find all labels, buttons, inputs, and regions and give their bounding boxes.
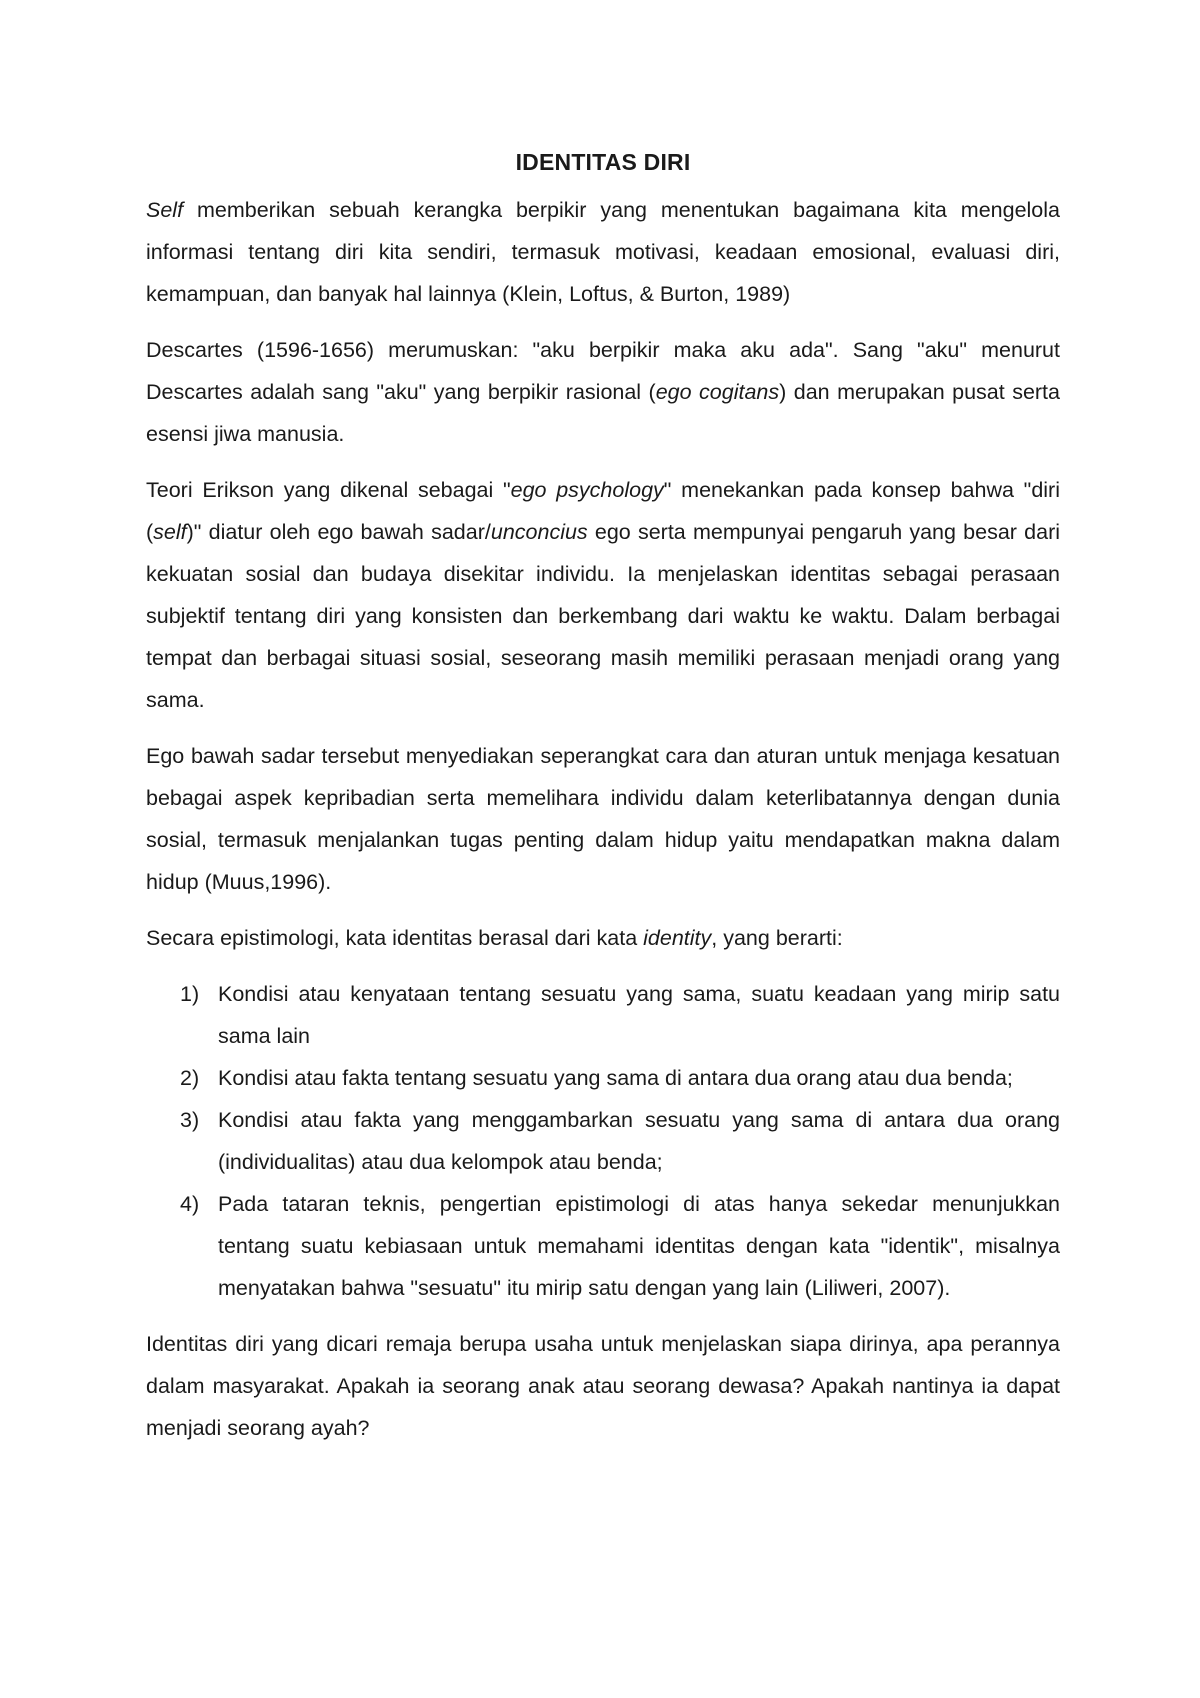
paragraph-segment: ) dan merupakan pusat serta esensi jiwa manusia. bbox=[146, 380, 1060, 446]
paragraph-epistimologi bbox=[146, 917, 1060, 959]
document-page bbox=[146, 146, 1060, 1463]
list-item-text: Kondisi atau kenyataan tentang sesuatu yang sama, suatu keadaan yang mirip satu sama lain bbox=[218, 982, 1060, 1048]
paragraph-segment: self bbox=[153, 520, 187, 544]
paragraph-segment: )" diatur oleh ego bawah sadar/ bbox=[186, 520, 491, 544]
paragraph-descartes bbox=[146, 329, 1060, 455]
paragraph-segment: Descartes (1596-1656) merumuskan: "aku berpikir maka aku ada". Sang "aku" menurut Descartes adalah sang "aku" yang berpikir rasional ( bbox=[146, 338, 1060, 404]
paragraph-segment: memberikan sebuah kerangka berpikir yang menentukan bagaimana kita mengelola informasi tentang diri kita sendiri, termasuk motivasi, keadaan emosional, evaluasi diri, kemampuan, dan banyak hal lainnya (Klein, Loftus, & Burton, 1989) bbox=[146, 198, 1060, 306]
list-item-number: 1) bbox=[180, 982, 200, 1006]
list-item-number: 3) bbox=[180, 1108, 200, 1132]
paragraph-segment: Teori Erikson yang dikenal sebagai " bbox=[146, 478, 511, 502]
definition-list bbox=[146, 973, 1060, 1309]
list-item bbox=[146, 1057, 1060, 1099]
paragraph-segment: identity bbox=[643, 926, 712, 950]
document-title: IDENTITAS DIRI bbox=[515, 149, 691, 175]
list-item-text: Kondisi atau fakta yang menggambarkan sesuatu yang sama di antara dua orang (individualitas) atau dua kelompok atau benda; bbox=[218, 1108, 1060, 1174]
paragraph-segment: , yang berarti: bbox=[711, 926, 843, 950]
list-item-number: 2) bbox=[180, 1066, 200, 1090]
list-item-text: Pada tataran teknis, pengertian epistimologi di atas hanya sekedar menunjukkan tentang suatu kebiasaan untuk memahami identitas dengan kata "identik", misalnya menyatakan bahwa "sesuatu" itu mirip satu dengan yang lain (Liliweri, 2007). bbox=[218, 1192, 1060, 1300]
paragraph-segment: Self bbox=[146, 198, 184, 222]
paragraph-segment: Ego bawah sadar tersebut menyediakan seperangkat cara dan aturan untuk menjaga kesatuan bebagai aspek kepribadian serta memelihara individu dalam keterlibatannya dengan dunia sosial, termasuk menjalankan tugas penting dalam hidup yaitu mendapatkan makna dalam hidup (Muus,1996). bbox=[146, 744, 1060, 894]
paragraph-segment: ego psychology bbox=[510, 478, 664, 502]
paragraph-segment: unconcius bbox=[490, 520, 588, 544]
paragraph-erikson bbox=[146, 469, 1060, 721]
paragraph-segment: ego serta mempunyai pengaruh yang besar dari kekuatan sosial dan budaya disekitar individu. Ia menjelaskan identitas sebagai perasaan subjektif tentang diri yang konsisten dan berkembang dari waktu ke waktu. Dalam berbagai tempat dan berbagai situasi sosial, seseorang masih memiliki perasaan menjadi orang yang sama. bbox=[146, 520, 1061, 712]
list-item-text: Kondisi atau fakta tentang sesuatu yang sama di antara dua orang atau dua benda; bbox=[218, 1066, 1013, 1090]
paragraph-self bbox=[146, 189, 1060, 315]
list-item bbox=[146, 973, 1060, 1057]
paragraph-ego bbox=[146, 735, 1060, 903]
paragraph-segment: " menekankan pada konsep bahwa "diri ( bbox=[146, 478, 1060, 544]
list-item bbox=[146, 1099, 1060, 1183]
list-item-number: 4) bbox=[180, 1192, 200, 1216]
paragraph-segment: ego cogitans bbox=[655, 380, 780, 404]
paragraph-closing: Identitas diri yang dicari remaja berupa usaha untuk menjelaskan siapa dirinya, apa perannya dalam masyarakat. Apakah ia seorang anak atau seorang dewasa? Apakah nantinya ia dapat menjadi seorang ayah? bbox=[146, 1332, 1060, 1440]
paragraph-segment: Secara epistimologi, kata identitas berasal dari kata bbox=[146, 926, 644, 950]
list-item bbox=[146, 1183, 1060, 1309]
